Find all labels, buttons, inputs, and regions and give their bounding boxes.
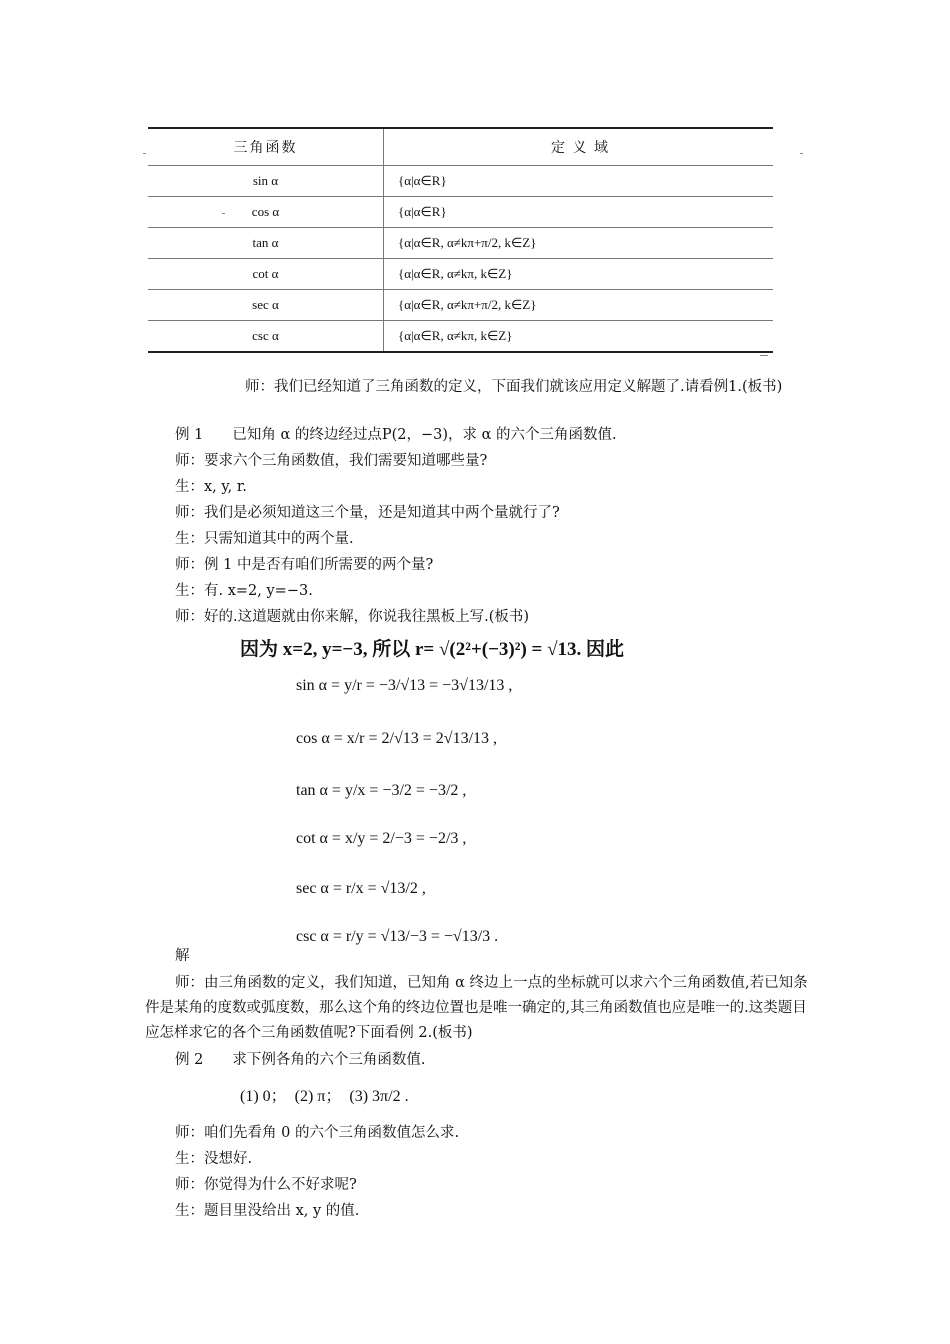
teacher-intro-paragraph: 师：我们已经知道了三角函数的定义，下面我们就该应用定义解题了.请看例1.(板书) [245, 379, 783, 395]
cos-equation: cos α = x/r = 2/√13 = 2√13/13 , [296, 730, 498, 747]
cell-function: cot α [148, 259, 384, 290]
tan-equation: tan α = y/x = −3/2 = −3/2 , [296, 782, 467, 799]
dialogue-line: 生：x, y, r. [175, 479, 247, 495]
column-header-function: 三角函数 [148, 128, 384, 166]
csc-equation: csc α = r/y = √13/−3 = −√13/3 . [296, 928, 499, 945]
table-row [148, 290, 773, 321]
dialogue-line: 师：你觉得为什么不好求呢? [175, 1177, 357, 1193]
cell-domain: {α|α∈R, α≠kπ, k∈Z} [384, 259, 774, 290]
solution-label: 解 [175, 948, 190, 964]
scan-mark [143, 153, 146, 154]
table-row [148, 228, 773, 259]
example-2-statement: 例 2 求下例各角的六个三角函数值. [175, 1052, 426, 1068]
dialogue-line: 生：题目里没给出 x, y 的值. [175, 1203, 360, 1219]
dialogue-line: 生：有. x=2, y=−3. [175, 583, 313, 599]
solution-intro-equation: 因为 x=2, y=−3, 所以 r= √(2²+(−3)²) = √13. 因此 [240, 639, 625, 660]
cell-function: csc α [148, 321, 384, 353]
dialogue-line: 师：好的.这道题就由你来解，你说我往黑板上写.(板书) [175, 609, 530, 625]
dialogue-line: 生：没想好. [175, 1151, 253, 1167]
table-header-row [148, 128, 773, 166]
dialogue-line: 师：要求六个三角函数值，我们需要知道哪些量? [175, 453, 488, 469]
table-row [148, 259, 773, 290]
table-row [148, 166, 773, 197]
cell-function: cos α [148, 197, 384, 228]
cell-function: tan α [148, 228, 384, 259]
column-header-domain: 定 义 域 [384, 128, 774, 166]
dialogue-line: 师：咱们先看角 0 的六个三角函数值怎么求. [175, 1125, 460, 1141]
cell-domain: {α|α∈R} [384, 197, 774, 228]
example-2-angles: (1) 0； (2) π； (3) 3π/2 . [240, 1088, 409, 1105]
dialogue-line: 师：例 1 中是否有咱们所需要的两个量? [175, 557, 434, 573]
dialogue-line: 师：我们是必须知道这三个量，还是知道其中两个量就行了? [175, 505, 560, 521]
table-row [148, 197, 773, 228]
cell-domain: {α|α∈R} [384, 166, 774, 197]
table-row [148, 321, 773, 353]
example-1-statement: 例 1 已知角 α 的终边经过点P(2，−3)，求 α 的六个三角函数值. [175, 427, 617, 443]
cell-domain: {α|α∈R, α≠kπ, k∈Z} [384, 321, 774, 353]
scan-mark [800, 153, 803, 154]
dialogue-line: 生：只需知道其中的两个量. [175, 531, 354, 547]
sin-equation: sin α = y/r = −3/√13 = −3√13/13 , [296, 677, 513, 694]
domain-table [148, 127, 773, 353]
cell-function: sec α [148, 290, 384, 321]
cot-equation: cot α = x/y = 2/−3 = −2/3 , [296, 830, 467, 847]
cell-function: sin α [148, 166, 384, 197]
teacher-explanation-paragraph: 师：由三角函数的定义，我们知道，已知角 α 终边上一点的坐标就可以求六个三角函数值,若已知条件是某角的度数或弧度数，那么这个角的终边位置也是唯一确定的,其三角函数值也应是唯一的.这类题目应怎样求它的各个三角函数值呢?下面看例 2.(板书) [145, 975, 808, 1041]
scan-mark [760, 355, 768, 356]
cell-domain: {α|α∈R, α≠kπ+π/2, k∈Z} [384, 228, 774, 259]
cell-domain: {α|α∈R, α≠kπ+π/2, k∈Z} [384, 290, 774, 321]
sec-equation: sec α = r/x = √13/2 , [296, 880, 426, 897]
